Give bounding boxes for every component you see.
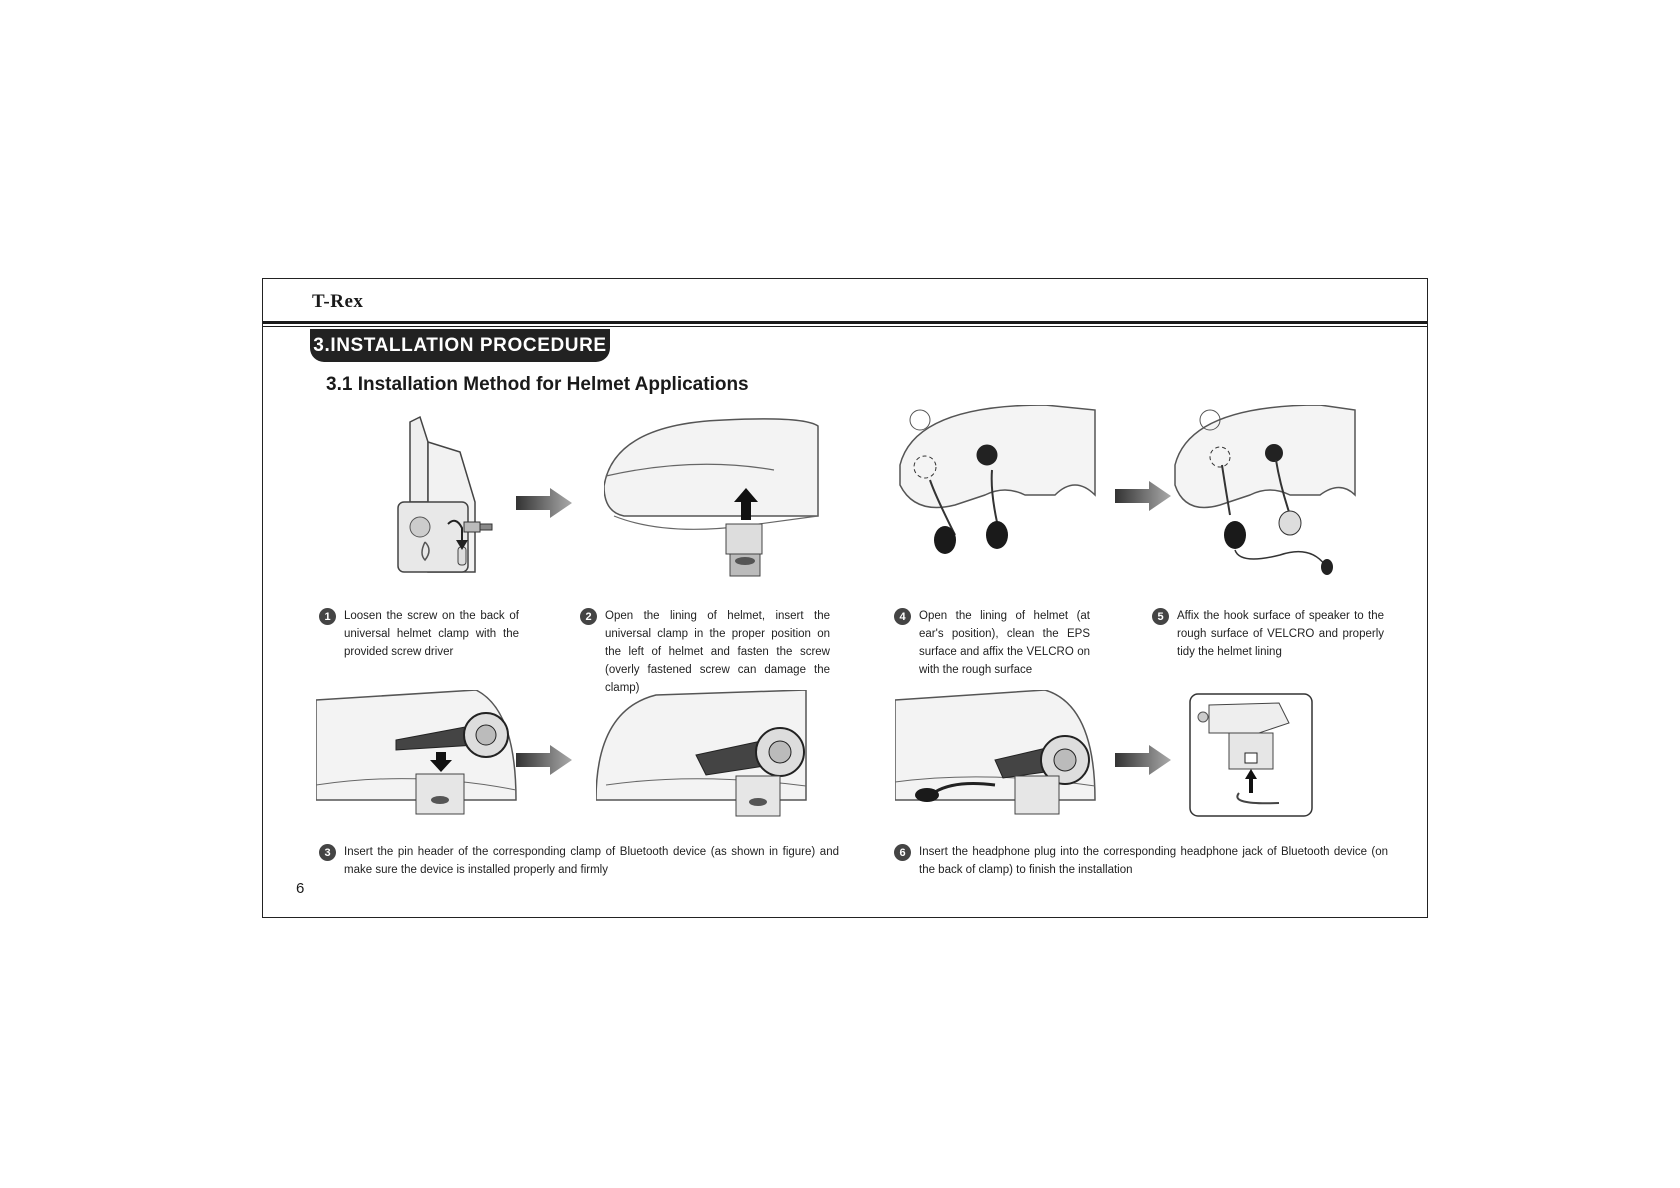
- step-2: [580, 607, 830, 697]
- figure-clamp-screw: [390, 412, 520, 592]
- step-number: 5: [1152, 608, 1169, 625]
- step-5: [1152, 607, 1384, 661]
- step-6: [894, 843, 1388, 879]
- step-number: 1: [319, 608, 336, 625]
- header-rule: [263, 321, 1427, 324]
- header-rule-thin: [263, 326, 1427, 327]
- figure-device-microphone: [895, 690, 1099, 822]
- step-1: [319, 607, 519, 661]
- step-text: Insert the pin header of the corresponding clamp of Bluetooth device (as shown in figure) and make sure the device is installed properly and firmly: [344, 846, 839, 876]
- figure-headphone-jack: [1189, 693, 1313, 817]
- figure-helmet-velcro: [895, 405, 1105, 565]
- subsection-title: 3.1 Installation Method for Helmet Applications: [326, 374, 749, 395]
- arrow-right-icon: [1115, 745, 1171, 775]
- step-number: 3: [319, 844, 336, 861]
- step-4: [894, 607, 1090, 679]
- page-number: 6: [296, 880, 305, 897]
- step-text: Open the lining of helmet, insert the universal clamp in the proper position on the left of helmet and fasten the screw (overly fastened screw can damage the clamp): [605, 610, 830, 694]
- figure-device-insert: [316, 690, 518, 822]
- arrow-right-icon: [1115, 481, 1171, 511]
- section-title: 3.INSTALLATION PROCEDURE: [310, 329, 610, 362]
- brand-name: T-Rex: [312, 291, 364, 312]
- figure-device-mounted: [596, 690, 810, 822]
- step-number: 2: [580, 608, 597, 625]
- step-text: Affix the hook surface of speaker to the rough surface of VELCRO and properly tidy the helmet lining: [1177, 610, 1384, 658]
- step-number: 6: [894, 844, 911, 861]
- arrow-right-icon: [516, 488, 572, 518]
- step-number: 4: [894, 608, 911, 625]
- step-3: [319, 843, 839, 879]
- figure-helmet-speaker: [1170, 405, 1360, 585]
- step-text: Loosen the screw on the back of universal helmet clamp with the provided screw driver: [344, 610, 519, 658]
- figure-helmet-clamp: [604, 416, 820, 592]
- step-text: Insert the headphone plug into the corresponding headphone jack of Bluetooth device (on the back of clamp) to finish the installation: [919, 846, 1388, 876]
- arrow-right-icon: [516, 745, 572, 775]
- step-text: Open the lining of helmet (at ear's position), clean the EPS surface and affix the VELCRO on with the rough surface: [919, 610, 1090, 676]
